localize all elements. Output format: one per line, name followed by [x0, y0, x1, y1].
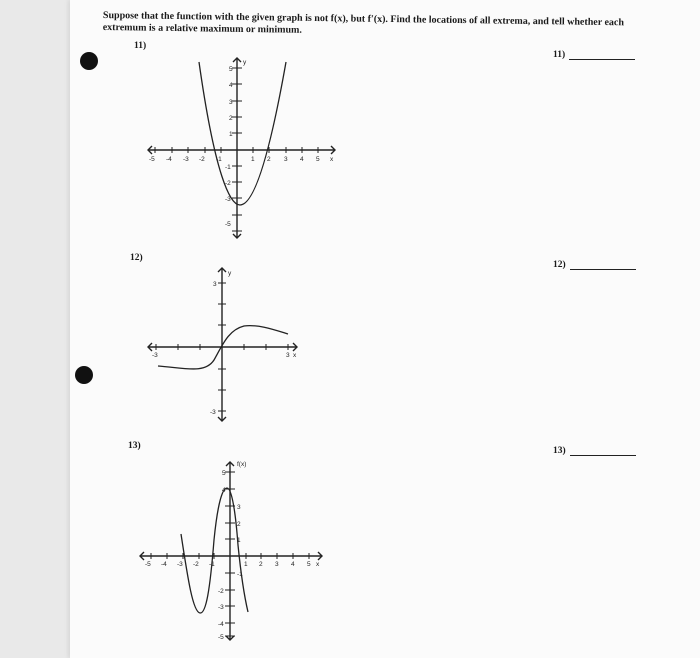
graph-11-x-tick-label: 4: [300, 156, 304, 163]
graph-13-y-axis-label: f(x): [237, 461, 247, 468]
problem-13-label: 13): [128, 441, 141, 451]
answer-12-label: 12): [553, 260, 566, 270]
graph-13-y-tick-label: -1: [237, 571, 243, 578]
graph-11-curve: [199, 62, 286, 205]
graph-13-y-tick-label: -2: [218, 588, 224, 595]
graph-13-x-axis-label: x: [316, 561, 320, 568]
graph-13-x-tick-label: -1: [209, 561, 215, 568]
graph-11-x-tick-label: 1: [251, 156, 255, 163]
graph-12-x-tick-label: -3: [152, 352, 158, 359]
graph-13-x-tick-label: 3: [275, 561, 279, 568]
graph-12-x-axis-label: x: [293, 352, 297, 359]
graph-12-y-axis-label: y: [228, 270, 232, 277]
graph-13-y-tick-label: -5: [218, 634, 224, 641]
graph-11-x-tick-label: -5: [149, 156, 155, 163]
graph-11-x-tick-label: 5: [316, 156, 320, 163]
graph-13-y-tick-label: -3: [218, 604, 224, 611]
graph-11-x-tick-label: 3: [284, 156, 288, 163]
graph-11-x-tick-label: 2: [267, 156, 271, 163]
graph-11-x-tick-label: -1: [216, 156, 222, 163]
graph-11-x-tick-label: -3: [183, 156, 189, 163]
graph-13-y-tick-label: 4: [222, 487, 226, 494]
graph-13-y-tick-label: 5: [222, 470, 226, 477]
graph-11-y-tick-label: -3: [225, 196, 231, 203]
graph-13-y-tick-label: 3: [237, 504, 241, 511]
graph-13-y-tick-label: 1: [237, 537, 241, 544]
graph-12: [148, 268, 297, 421]
graph-11-y-tick-label: 4: [229, 82, 233, 89]
graph-12-y-tick-label: 3: [213, 281, 217, 288]
graph-13-x-tick-label: -4: [161, 561, 167, 568]
graph-13-x-tick-label: 5: [307, 561, 311, 568]
graph-11-x-tick-label: -4: [166, 156, 172, 163]
graph-13-y-tick-label: -4: [218, 621, 224, 628]
graph-13-x-tick-label: -2: [193, 561, 199, 568]
answer-13-label: 13): [553, 446, 566, 456]
graph-11-y-tick-label: 2: [229, 115, 233, 122]
graph-12-y-tick-label: -3: [210, 409, 216, 416]
graph-11-y-tick-label: -5: [225, 221, 231, 228]
instructions-text: Suppose that the function with the given graph is not f(x), but f′(x). Find the locations of all extrema, and tell whether each extremum is a relative maximum or minimum.: [102, 10, 625, 36]
graph-11-y-tick-label: 1: [229, 131, 233, 138]
graph-13-x-tick-label: -3: [177, 561, 183, 568]
graph-13-x-tick-label: -5: [145, 561, 151, 568]
graph-11-y-tick-label: 5: [229, 66, 233, 73]
graph-12-x-tick-label: 3: [286, 352, 290, 359]
graph-11-y-axis-label: y: [243, 59, 247, 66]
graph-11-y-tick-label: -1: [225, 164, 231, 171]
problem-11-label: 11): [134, 41, 147, 51]
graph-11-x-tick-label: -2: [199, 156, 205, 163]
graph-11: [148, 58, 335, 238]
graph-11-y-tick-label: 3: [229, 99, 233, 106]
graph-13-x-tick-label: 4: [291, 561, 295, 568]
graph-13-x-tick-label: 1: [244, 561, 248, 568]
problem-12-label: 12): [130, 253, 143, 263]
graph-11-y-tick-label: -2: [225, 180, 231, 187]
graph-13-y-tick-label: 2: [237, 521, 241, 528]
graph-13-x-tick-label: 2: [259, 561, 263, 568]
graph-13: [140, 461, 322, 641]
answer-11-label: 11): [553, 50, 566, 60]
graph-11-x-axis-label: x: [330, 156, 334, 163]
